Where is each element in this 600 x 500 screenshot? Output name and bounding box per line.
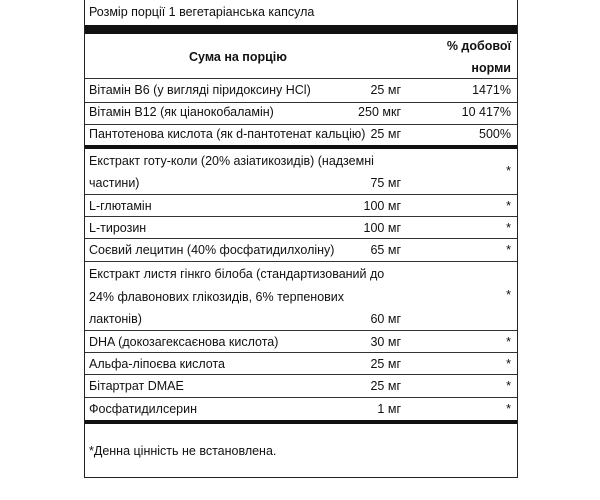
nutrient-daily-value: *: [506, 357, 511, 371]
nutrient-amount: 250 мкг: [358, 105, 401, 119]
nutrient-name-line: частини): [89, 176, 140, 190]
footnote: *Денна цінність не встановлена.: [89, 444, 277, 458]
nutrient-name: L-тирозин: [89, 221, 147, 235]
row-divider: [85, 102, 517, 103]
row-divider: [85, 330, 517, 331]
nutrient-daily-value: *: [506, 221, 511, 235]
nutrient-amount: 25 мг: [370, 357, 401, 371]
nutrient-amount: 60 мг: [370, 312, 401, 326]
nutrient-name: Соєвий лецитин (40% фосфатидилхоліну): [89, 243, 335, 257]
amount-per-serving-header: Сума на порцію: [189, 50, 287, 64]
nutrient-daily-value: 10 417%: [461, 105, 511, 119]
nutrient-amount: 100 мг: [363, 199, 401, 213]
serving-size: Розмір порції 1 вегетаріанська капсула: [89, 5, 315, 19]
daily-value-header-line1: % добової: [446, 39, 511, 53]
row-divider: [85, 238, 517, 239]
middle-thick-divider: [85, 145, 517, 149]
nutrient-daily-value: *: [506, 402, 511, 416]
nutrient-daily-value: 500%: [479, 127, 511, 141]
bottom-thick-divider: [85, 420, 517, 424]
row-divider: [85, 261, 517, 262]
nutrient-name: Фосфатидилсерин: [89, 402, 197, 416]
nutrient-amount: 75 мг: [370, 176, 401, 190]
nutrient-name-line: Екстракт готу-коли (20% азіатикозидів) (надземні: [89, 154, 374, 168]
row-divider: [85, 124, 517, 125]
nutrient-name-line: 24% флавонових глікозидів, 6% терпенових: [89, 290, 345, 304]
nutrient-amount: 30 мг: [370, 335, 401, 349]
nutrient-daily-value: *: [506, 288, 511, 302]
nutrient-daily-value: *: [506, 199, 511, 213]
nutrient-amount: 25 мг: [370, 127, 401, 141]
nutrient-daily-value: 1471%: [472, 83, 511, 97]
row-divider: [85, 352, 517, 353]
nutrient-name: Вітамін B6 (у вигляді піридоксину HCl): [89, 83, 311, 97]
nutrient-name: Альфа-ліпоєва кислота: [89, 357, 225, 371]
row-divider: [85, 216, 517, 217]
nutrient-name-line: лактонів): [89, 312, 142, 326]
nutrient-name: L-глютамін: [89, 199, 152, 213]
nutrient-name: Пантотенова кислота (як d-пантотенат кальцію): [89, 127, 366, 141]
nutrient-daily-value: *: [506, 379, 511, 393]
daily-value-header-line2: норми: [471, 61, 511, 75]
row-divider: [85, 397, 517, 398]
header-divider: [85, 78, 517, 79]
nutrient-amount: 100 мг: [363, 221, 401, 235]
nutrient-name-line: Екстракт листя гінкго білоба (стандартизований до: [89, 267, 385, 281]
nutrient-daily-value: *: [506, 335, 511, 349]
row-divider: [85, 374, 517, 375]
nutrient-name: Вітамін B12 (як ціанокобаламін): [89, 105, 274, 119]
nutrient-amount: 65 мг: [370, 243, 401, 257]
nutrient-amount: 25 мг: [370, 83, 401, 97]
nutrient-daily-value: *: [506, 164, 511, 178]
top-thick-divider: [85, 25, 517, 34]
supplement-facts-panel: [84, 0, 518, 478]
row-divider: [85, 194, 517, 195]
nutrient-amount: 1 мг: [377, 402, 401, 416]
nutrient-name: DHA (докозагексаєнова кислота): [89, 335, 279, 349]
nutrient-amount: 25 мг: [370, 379, 401, 393]
nutrient-name: Бітартрат DMAE: [89, 379, 184, 393]
nutrient-daily-value: *: [506, 243, 511, 257]
